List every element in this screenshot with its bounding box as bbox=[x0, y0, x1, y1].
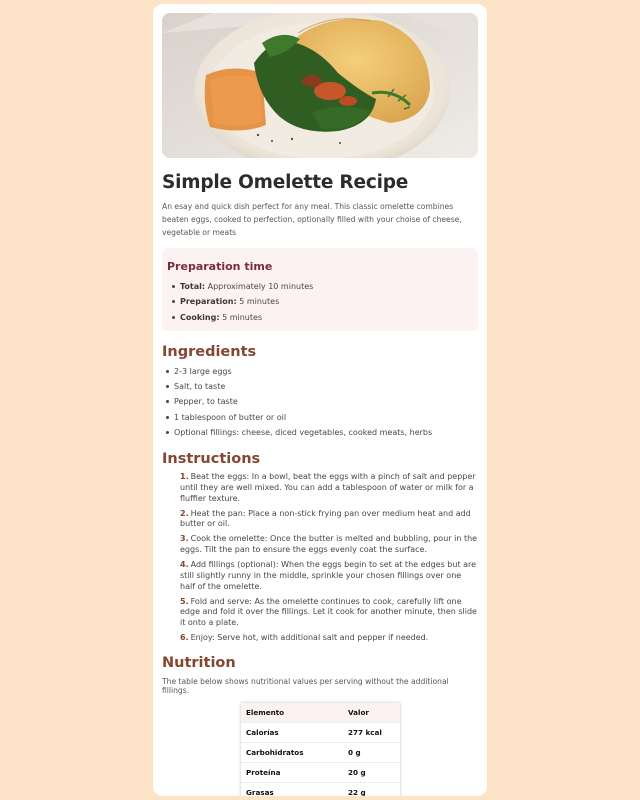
step-text: Enjoy: Serve hot, with additional salt and pepper if needed. bbox=[190, 633, 429, 642]
list-item bbox=[178, 294, 474, 309]
nutrition-section bbox=[162, 655, 478, 796]
list-item bbox=[180, 633, 478, 644]
step-text: Cook the omelette: Once the butter is melted and bubbling, pour in the eggs. Tilt the pan to ensure the eggs evenly coat the surface. bbox=[180, 534, 478, 555]
nutrition-intro: The table below shows nutritional values per serving without the additional fillings. bbox=[162, 676, 449, 695]
table-row bbox=[241, 722, 400, 742]
prep-value: 5 minutes bbox=[219, 312, 263, 322]
column-header-value: Valor bbox=[343, 703, 400, 723]
step-text: Heat the pan: Place a non-stick frying pan over medium heat and add butter or oil. bbox=[180, 508, 471, 529]
table-cell: 277 kcal bbox=[343, 722, 400, 742]
table-header-row bbox=[241, 703, 400, 723]
list-item: Optional fillings: cheese, diced vegetables, cooked meats, herbs bbox=[174, 425, 478, 440]
list-item: 1 tablespoon of butter or oil bbox=[174, 410, 478, 425]
nutrition-table bbox=[241, 703, 400, 796]
preparation-title: Preparation time bbox=[167, 260, 273, 273]
table-cell: Grasas bbox=[246, 787, 274, 796]
table-cell: Calorías bbox=[241, 722, 343, 742]
preparation-list bbox=[166, 279, 474, 325]
instructions-list bbox=[162, 472, 478, 643]
list-item bbox=[180, 560, 478, 592]
list-item bbox=[180, 534, 478, 555]
table-row bbox=[241, 762, 400, 782]
table-cell: Carbohidratos bbox=[241, 742, 343, 762]
preparation-section bbox=[162, 248, 478, 331]
list-item: 2-3 large eggs bbox=[174, 364, 478, 379]
step-number: 6. bbox=[180, 633, 189, 642]
table-row bbox=[241, 782, 400, 796]
prep-label: Cooking: bbox=[180, 312, 220, 322]
recipe-card bbox=[153, 4, 487, 796]
list-item bbox=[178, 279, 474, 294]
table-cell: 0 g bbox=[343, 742, 400, 762]
step-number: 4. bbox=[180, 560, 189, 570]
list-item bbox=[180, 509, 478, 530]
recipe-title: Simple Omelette Recipe bbox=[162, 172, 409, 193]
recipe-intro: An esay and quick dish perfect for any meal. This classic omelette combines beaten eggs, cooked to perfection, optionally filled with your choise of cheese, vegetable or meats bbox=[162, 202, 462, 237]
omelette-image bbox=[162, 13, 478, 158]
table-row bbox=[241, 742, 400, 762]
prep-label: Preparation: bbox=[180, 297, 237, 307]
step-number: 2. bbox=[180, 508, 189, 518]
list-item: Salt, to taste bbox=[174, 379, 478, 394]
prep-label: Total: bbox=[180, 282, 206, 291]
ingredients-list bbox=[162, 364, 478, 440]
step-number: 5. bbox=[180, 596, 189, 606]
column-header-element: Elemento bbox=[241, 703, 343, 723]
list-item bbox=[178, 310, 474, 325]
step-number: 1. bbox=[180, 472, 189, 482]
ingredients-section bbox=[162, 344, 478, 440]
instructions-section bbox=[162, 451, 478, 643]
step-number: 3. bbox=[180, 534, 189, 544]
list-item: Pepper, to taste bbox=[174, 394, 478, 409]
table-cell: 20 g bbox=[343, 762, 400, 782]
step-text: Add fillings (optional): When the eggs begin to set at the edges but are still slightly runny in the middle, sprinkle your chosen fillings over one half of the omelette. bbox=[180, 560, 477, 591]
instructions-title: Instructions bbox=[162, 451, 261, 468]
prep-value: 5 minutes bbox=[236, 297, 280, 307]
step-text: Beat the eggs: In a bowl, beat the eggs with a pinch of salt and pepper until they are well mixed. You can add a tablespoon of water or milk for a fluffier texture. bbox=[180, 472, 476, 503]
ingredients-title: Ingredients bbox=[162, 343, 257, 360]
table-cell: 22 g bbox=[348, 787, 366, 796]
list-item bbox=[180, 472, 478, 504]
nutrition-title: Nutrition bbox=[162, 654, 236, 671]
table-cell: Proteína bbox=[241, 762, 343, 782]
prep-value: Approximately 10 minutes bbox=[205, 282, 314, 291]
list-item bbox=[180, 597, 478, 629]
step-text: Fold and serve: As the omelette continues to cook, carefully lift one edge and fold it over the fillings. Let it cook for another minute, then slide it onto a plate. bbox=[180, 596, 477, 627]
